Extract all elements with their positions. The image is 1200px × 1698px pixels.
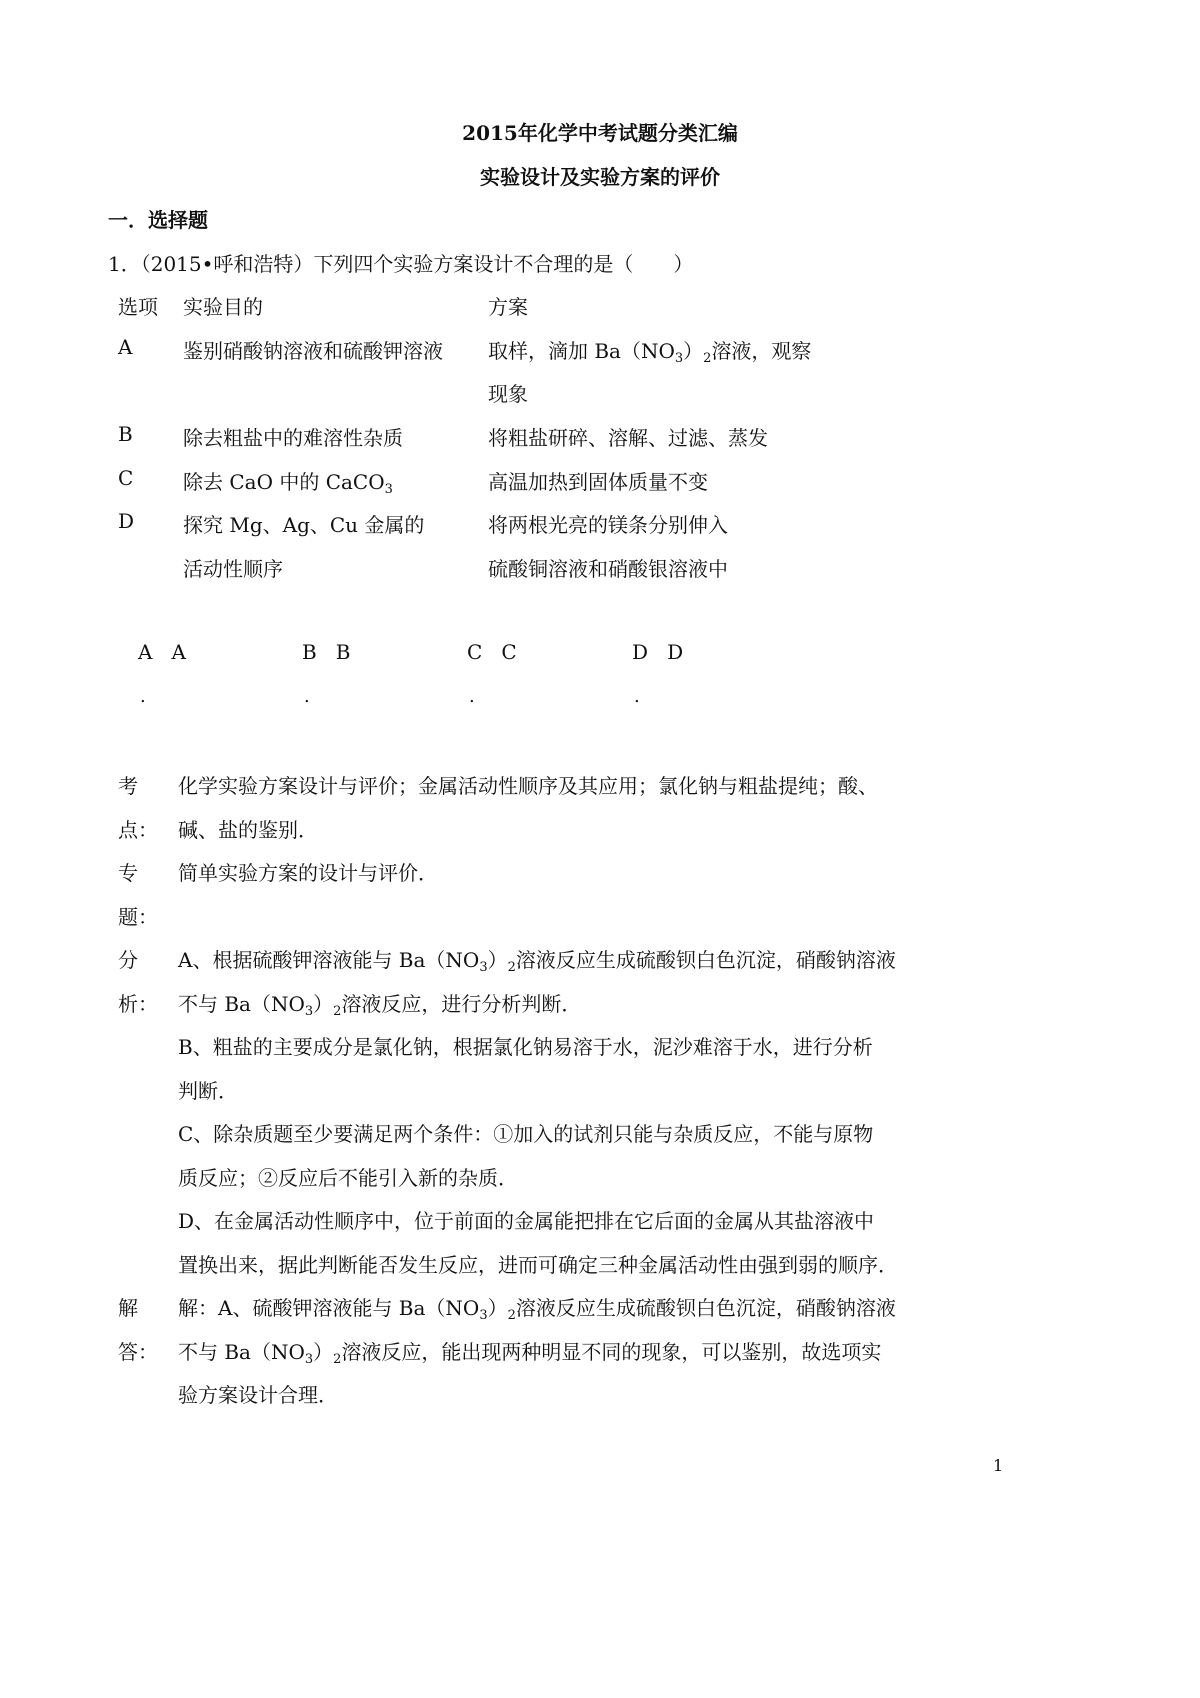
label-jieda-2: 答： (118, 1340, 158, 1364)
table-row-key: D (118, 509, 135, 533)
choice-text: B (335, 640, 351, 664)
jieda-text: 解：A、硫酸钾溶液能与 $Ba(NO_3)_2$溶液反应生成硫酸钡白色沉淀，硝酸钠溶液 (178, 1296, 896, 1323)
page-number: 1 (993, 1456, 1004, 1475)
table-header-purpose: 实验目的 (183, 295, 263, 319)
fenxi-text: A、根据硫酸钾溶液能与 $Ba(NO_3)_2$溶液反应生成硫酸钡白色沉淀，硝酸钠溶液 (178, 948, 896, 975)
table-row-plan: 取样，滴加 $Ba(NO_3)_2$溶液，观察 (488, 339, 812, 366)
choice-dot: . (304, 686, 310, 707)
table-row-purpose: 除去粗盐中的难溶性杂质 (183, 426, 403, 450)
section-heading: 一．选择题 (108, 208, 208, 232)
fenxi-text: 判断． (178, 1079, 238, 1103)
label-kaodian-1: 考 (118, 774, 138, 798)
table-header-option: 选项 (118, 295, 158, 319)
fenxi-text: 不与 $Ba(NO_3)_2$溶液反应，进行分析判断． (178, 992, 582, 1019)
jieda-text: 不与 $Ba(NO_3)_2$溶液反应，能出现两种明显不同的现象，可以鉴别，故选项实 (178, 1340, 882, 1367)
label-kaodian-2: 点： (118, 818, 158, 842)
choice-dot: . (634, 686, 640, 707)
table-row-purpose: 探究 Mg、Ag、Cu 金属的 (183, 513, 425, 537)
fenxi-text: B、粗盐的主要成分是氯化钠，根据氯化钠易溶于水，泥沙难溶于水，进行分析 (178, 1035, 873, 1059)
choice-c[interactable] (467, 640, 517, 664)
table-row-plan-line2: 硫酸铜溶液和硝酸银溶液中 (488, 557, 728, 581)
choice-text: A (171, 640, 186, 664)
question-number: 1． (108, 252, 141, 276)
choice-d[interactable] (632, 640, 683, 664)
table-header-plan: 方案 (488, 295, 528, 319)
table-row-plan-line2: 现象 (488, 382, 528, 406)
table-row-plan: 将两根光亮的镁条分别伸入 (488, 513, 728, 537)
question-text: 下列四个实验方案设计不合理的是（ ） (313, 252, 694, 276)
choice-a[interactable] (138, 640, 186, 664)
table-row-key: A (118, 335, 133, 359)
page-subtitle: 实验设计及实验方案的评价 (480, 165, 720, 189)
fenxi-text: C、除杂质题至少要满足两个条件：①加入的试剂只能与杂质反应，不能与原物 (178, 1122, 874, 1146)
choice-text: C (501, 640, 517, 664)
choice-dot: . (469, 686, 475, 707)
zhuanti-text: 简单实验方案的设计与评价． (178, 861, 438, 885)
label-fenxi-2: 析： (118, 992, 158, 1016)
question-line (108, 248, 693, 277)
table-row-purpose: 鉴别硝酸钠溶液和硫酸钾溶液 (183, 339, 443, 363)
question-source: （2015•呼和浩特） (140, 252, 314, 276)
table-row-plan: 将粗盐研碎、溶解、过滤、蒸发 (488, 426, 768, 450)
jieda-text: 验方案设计合理． (178, 1383, 338, 1407)
choice-letter: C (467, 640, 483, 664)
kaodian-text: 化学实验方案设计与评价；金属活动性顺序及其应用；氯化钠与粗盐提纯；酸、 (178, 774, 878, 798)
choice-letter: B (302, 640, 317, 664)
choice-letter: D (632, 640, 649, 664)
label-jieda-1: 解 (118, 1296, 138, 1320)
kaodian-text: 碱、盐的鉴别． (178, 818, 318, 842)
fenxi-text: D、在金属活动性顺序中，位于前面的金属能把排在它后面的金属从其盐溶液中 (178, 1209, 875, 1233)
label-fenxi-1: 分 (118, 948, 138, 972)
fenxi-text: 置换出来，据此判断能否发生反应，进而可确定三种金属活动性由强到弱的顺序． (178, 1253, 898, 1277)
table-row-purpose: 除去 CaO 中的 CaCO$_3$ (183, 470, 393, 497)
table-row-purpose-line2: 活动性顺序 (183, 557, 283, 581)
label-zhuanti-1: 专 (118, 861, 138, 885)
table-row-plan: 高温加热到固体质量不变 (488, 470, 708, 494)
choice-dot: . (140, 686, 146, 707)
label-zhuanti-2: 题： (118, 905, 158, 929)
fenxi-text: 质反应；②反应后不能引入新的杂质． (178, 1166, 518, 1190)
page-title: 2015年化学中考试题分类汇编 (462, 121, 738, 145)
table-row-key: C (118, 466, 134, 490)
choice-text: D (667, 640, 684, 664)
table-row-key: B (118, 422, 133, 446)
choice-b[interactable] (302, 640, 350, 664)
choice-letter: A (138, 640, 153, 664)
